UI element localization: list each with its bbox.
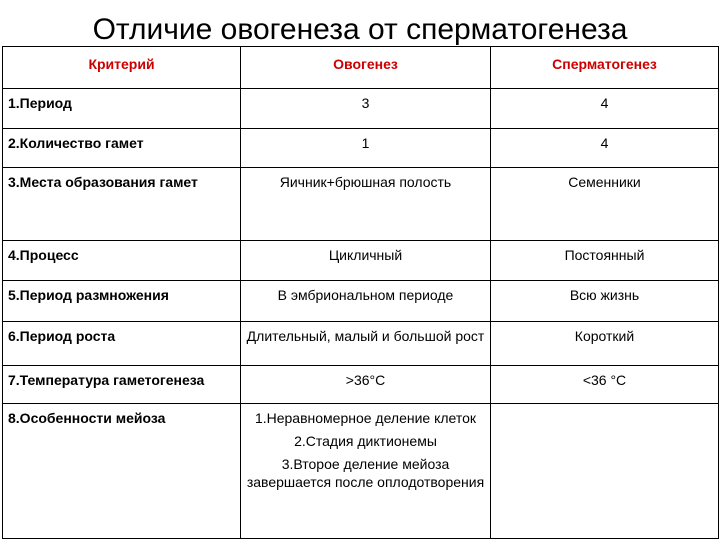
spermatogenesis-cell xyxy=(491,89,719,129)
ovogenesis-cell xyxy=(241,168,491,241)
table-row xyxy=(3,129,719,168)
ovogenesis-cell xyxy=(241,281,491,322)
ovogenesis-value: 2.Стадия диктионемы xyxy=(294,433,437,449)
spermatogenesis-cell xyxy=(491,281,719,322)
ovogenesis-value: В эмбриональном периоде xyxy=(277,287,454,303)
ovogenesis-value: Длительный, малый и большой рост xyxy=(246,328,485,344)
criterion-cell: 7.Температура гаметогенеза xyxy=(3,366,241,404)
ovogenesis-value: Цикличный xyxy=(328,247,403,263)
spermatogenesis-cell xyxy=(491,366,719,404)
spermatogenesis-cell xyxy=(491,404,719,539)
table-row xyxy=(3,89,719,129)
table-row xyxy=(3,241,719,281)
criterion-cell: 2.Количество гамет xyxy=(3,129,241,168)
spermatogenesis-cell xyxy=(491,241,719,281)
criterion-cell: 8.Особенности мейоза xyxy=(3,404,241,539)
criterion-cell: 5.Период размножения xyxy=(3,281,241,322)
spermatogenesis-value: 4 xyxy=(600,95,609,111)
spermatogenesis-value: 4 xyxy=(600,135,609,151)
ovogenesis-cell xyxy=(241,366,491,404)
ovogenesis-value: 3 xyxy=(361,95,370,111)
ovogenesis-value: 3.Второе деление мейоза завершается после оплодотворения xyxy=(246,456,485,490)
spermatogenesis-value: Всю жизнь xyxy=(569,287,640,303)
page-title: Отличие овогенеза от сперматогенеза xyxy=(92,13,628,46)
criterion-cell: 6.Период роста xyxy=(3,322,241,366)
comparison-table xyxy=(2,46,719,539)
table-row xyxy=(3,366,719,404)
table-header-row xyxy=(3,47,719,89)
ovogenesis-cell xyxy=(241,129,491,168)
table-row xyxy=(3,404,719,539)
table-body xyxy=(3,89,719,539)
header-spermatogenesis: Сперматогенез xyxy=(491,47,719,89)
ovogenesis-value: 1 xyxy=(361,135,370,151)
ovogenesis-value: >36°C xyxy=(345,372,386,388)
table-row xyxy=(3,322,719,366)
spermatogenesis-value: Короткий xyxy=(574,328,635,344)
ovogenesis-cell xyxy=(241,241,491,281)
criterion-cell: 4.Процесс xyxy=(3,241,241,281)
table-row xyxy=(3,281,719,322)
spermatogenesis-value: Семенники xyxy=(568,174,641,190)
spermatogenesis-cell xyxy=(491,322,719,366)
spermatogenesis-value: Постоянный xyxy=(564,247,645,263)
criterion-cell: 3.Места образования гамет xyxy=(3,168,241,241)
ovogenesis-cell xyxy=(241,404,491,539)
header-criterion: Критерий xyxy=(3,47,241,89)
ovogenesis-cell xyxy=(241,89,491,129)
ovogenesis-value: 1.Неравномерное деление клеток xyxy=(254,410,477,426)
ovogenesis-value: Яичник+брюшная полость xyxy=(279,174,452,190)
header-ovogenesis: Овогенез xyxy=(241,47,491,89)
table-row xyxy=(3,168,719,241)
spermatogenesis-value: <36 °C xyxy=(582,372,627,388)
spermatogenesis-cell xyxy=(491,168,719,241)
ovogenesis-cell xyxy=(241,322,491,366)
criterion-cell: 1.Период xyxy=(3,89,241,129)
spermatogenesis-cell xyxy=(491,129,719,168)
